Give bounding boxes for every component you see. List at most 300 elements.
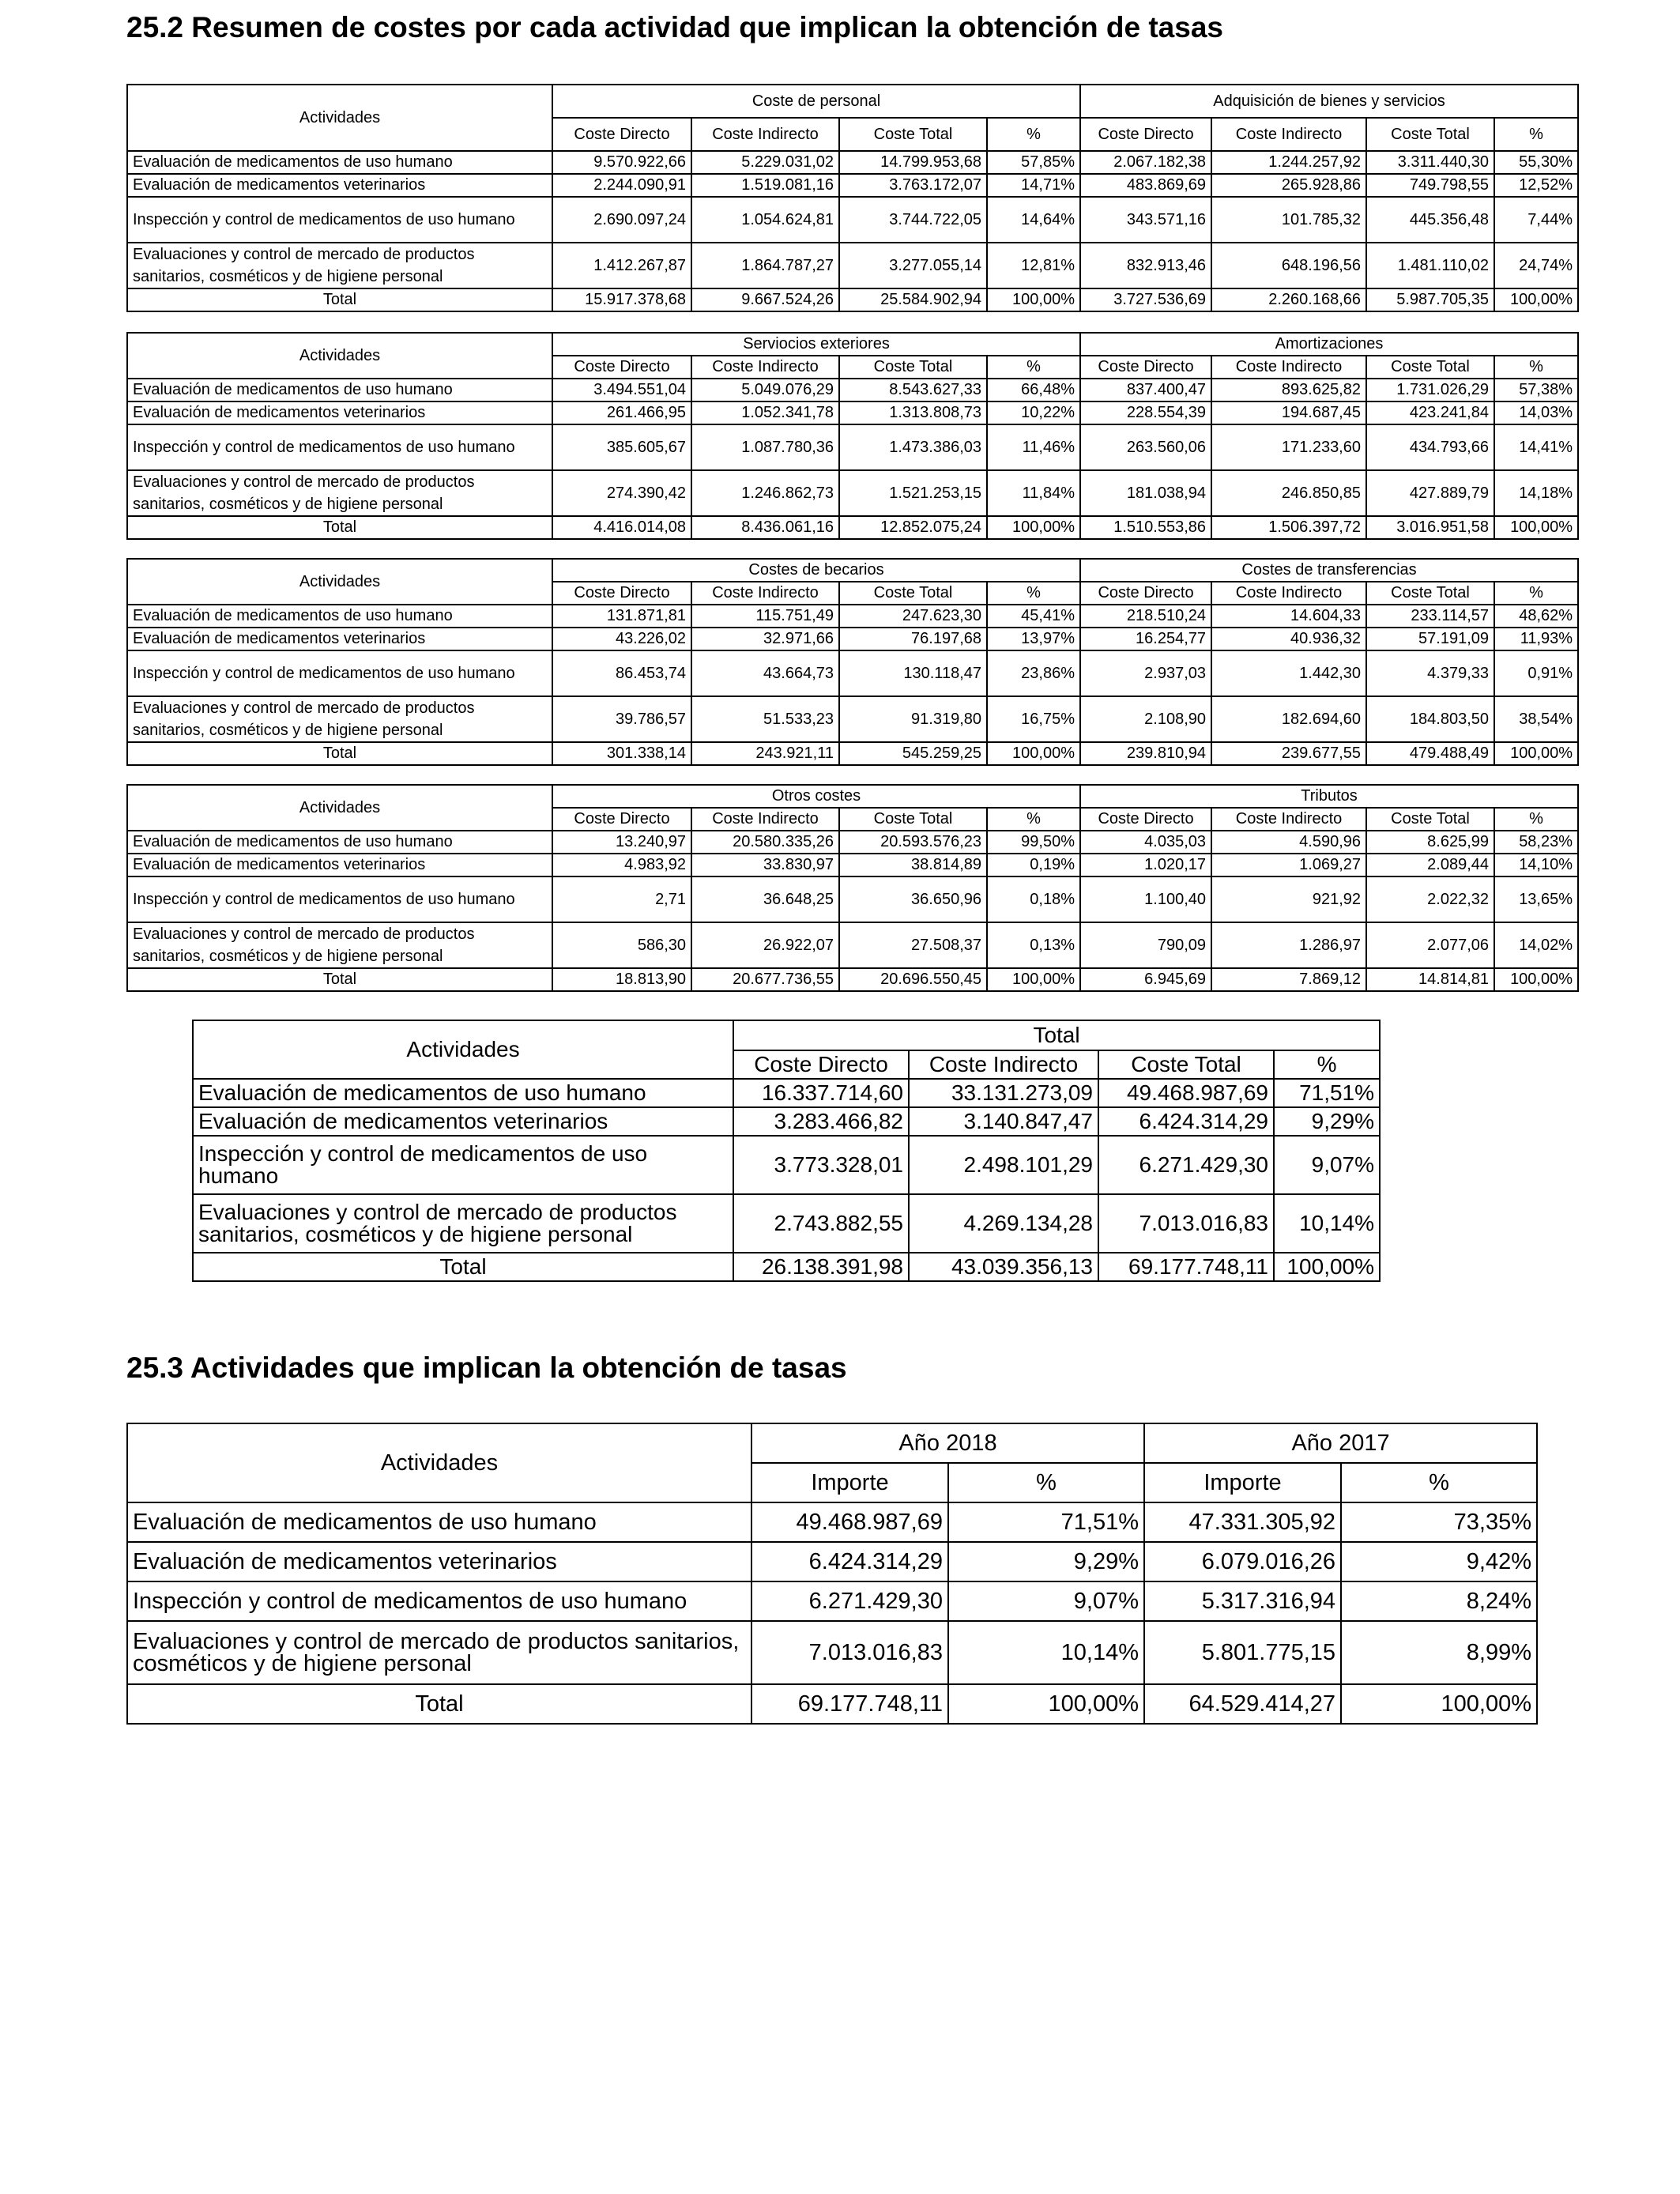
row-label: Inspección y control de medicamentos de uso humano: [127, 424, 552, 470]
cell: 115.751,49: [691, 605, 839, 628]
cell: 14,10%: [1494, 854, 1578, 876]
cell: 445.356,48: [1366, 197, 1494, 243]
table-row: [127, 628, 1578, 650]
cell: 14,02%: [1494, 922, 1578, 968]
activities-header: Actividades: [127, 559, 552, 605]
row-label: Evaluación de medicamentos veterinarios: [193, 1107, 733, 1136]
cell: 1.054.624,81: [691, 197, 839, 243]
table-row: [127, 854, 1578, 876]
col-header: %: [1494, 118, 1578, 151]
cell: 3.773.328,01: [733, 1136, 909, 1194]
col-header: Coste Directo: [552, 118, 691, 151]
cell: 8.436.061,16: [691, 516, 839, 539]
col-header: Coste Directo: [1080, 118, 1211, 151]
row-label: Evaluaciones y control de mercado de productos sanitarios, cosméticos y de higiene personal: [127, 922, 552, 968]
col-header: %: [987, 582, 1080, 605]
cell: 2.690.097,24: [552, 197, 691, 243]
cell: 4.416.014,08: [552, 516, 691, 539]
table-row: [127, 197, 1578, 243]
total-row: [127, 742, 1578, 765]
cell: 49.468.987,69: [751, 1502, 948, 1542]
cell: 1.521.253,15: [839, 470, 987, 516]
cell: 1.473.386,03: [839, 424, 987, 470]
cell: 100,00%: [1494, 968, 1578, 991]
cell: 131.871,81: [552, 605, 691, 628]
cell: 3.277.055,14: [839, 243, 987, 288]
cell: 14,64%: [987, 197, 1080, 243]
col-header: Coste Total: [1098, 1050, 1274, 1079]
cell: 2.077,06: [1366, 922, 1494, 968]
cell: 1.412.267,87: [552, 243, 691, 288]
cell: 3.016.951,58: [1366, 516, 1494, 539]
col-header: Coste Directo: [552, 582, 691, 605]
cell: 3.311.440,30: [1366, 151, 1494, 174]
cell: 25.584.902,94: [839, 288, 987, 311]
cell: 100,00%: [1274, 1253, 1380, 1281]
cell: 55,30%: [1494, 151, 1578, 174]
col-header: Coste Directo: [1080, 356, 1211, 379]
cell: 71,51%: [948, 1502, 1144, 1542]
cell: 23,86%: [987, 650, 1080, 696]
col-header: Coste Total: [839, 582, 987, 605]
col-header: %: [1274, 1050, 1380, 1079]
row-label: Evaluaciones y control de mercado de productos sanitarios, cosméticos y de higiene personal: [127, 243, 552, 288]
cell: 100,00%: [987, 288, 1080, 311]
cell: 184.803,50: [1366, 696, 1494, 742]
table-row: [127, 1542, 1537, 1581]
cell: 0,18%: [987, 876, 1080, 922]
cell: 38,54%: [1494, 696, 1578, 742]
cell: 1.510.553,86: [1080, 516, 1211, 539]
cell: 100,00%: [987, 516, 1080, 539]
col-header: %: [1494, 582, 1578, 605]
cell: 6.945,69: [1080, 968, 1211, 991]
cell: 479.488,49: [1366, 742, 1494, 765]
cell: 832.913,46: [1080, 243, 1211, 288]
cell: 2.937,03: [1080, 650, 1211, 696]
cell: 48,62%: [1494, 605, 1578, 628]
col-header: Coste Directo: [552, 808, 691, 831]
cell: 64.529.414,27: [1144, 1684, 1341, 1724]
cell: 100,00%: [1494, 742, 1578, 765]
row-label: Inspección y control de medicamentos de uso humano: [127, 876, 552, 922]
cell: 33.830,97: [691, 854, 839, 876]
cell: 15.917.378,68: [552, 288, 691, 311]
cell: 100,00%: [987, 968, 1080, 991]
cell: 13,65%: [1494, 876, 1578, 922]
table-row: [127, 1621, 1537, 1684]
activities-header: Actividades: [127, 785, 552, 831]
cell: 14.799.953,68: [839, 151, 987, 174]
cell: 14,71%: [987, 174, 1080, 197]
cell: 1.519.081,16: [691, 174, 839, 197]
col-header: Coste Total: [1366, 808, 1494, 831]
cell: 233.114,57: [1366, 605, 1494, 628]
cell: 265.928,86: [1211, 174, 1366, 197]
cell: 51.533,23: [691, 696, 839, 742]
costs-table-personal-bienes: [126, 84, 1579, 312]
cell: 1.442,30: [1211, 650, 1366, 696]
cell: 5.801.775,15: [1144, 1621, 1341, 1684]
group-header: Tributos: [1080, 785, 1578, 808]
cell: 1.244.257,92: [1211, 151, 1366, 174]
cell: 12.852.075,24: [839, 516, 987, 539]
total-label: Total: [193, 1253, 733, 1281]
activities-header: Actividades: [127, 333, 552, 379]
cell: 43.226,02: [552, 628, 691, 650]
year-header-2017: Año 2017: [1144, 1423, 1537, 1463]
cell: 182.694,60: [1211, 696, 1366, 742]
total-label: Total: [127, 288, 552, 311]
cell: 239.677,55: [1211, 742, 1366, 765]
cell: 274.390,42: [552, 470, 691, 516]
cell: 57,85%: [987, 151, 1080, 174]
table-row: [193, 1107, 1380, 1136]
cell: 12,52%: [1494, 174, 1578, 197]
cell: 5.049.076,29: [691, 379, 839, 401]
cell: 246.850,85: [1211, 470, 1366, 516]
cell: 4.590,96: [1211, 831, 1366, 854]
cell: 790,09: [1080, 922, 1211, 968]
cell: 893.625,82: [1211, 379, 1366, 401]
cell: 1.100,40: [1080, 876, 1211, 922]
table-row: [127, 151, 1578, 174]
total-row: [127, 288, 1578, 311]
cell: 385.605,67: [552, 424, 691, 470]
cell: 39.786,57: [552, 696, 691, 742]
cell: 1.864.787,27: [691, 243, 839, 288]
col-header: %: [1494, 356, 1578, 379]
col-header: %: [987, 118, 1080, 151]
cell: 38.814,89: [839, 854, 987, 876]
col-header: Coste Total: [1366, 582, 1494, 605]
cell: 2.260.168,66: [1211, 288, 1366, 311]
cell: 8,24%: [1341, 1581, 1537, 1621]
row-label: Evaluaciones y control de mercado de productos sanitarios, cosméticos y de higiene personal: [127, 1621, 751, 1684]
col-header: Coste Total: [839, 808, 987, 831]
costs-table-servicios-amortizaciones: [126, 332, 1579, 540]
cell: 9.667.524,26: [691, 288, 839, 311]
cell: 10,14%: [1274, 1194, 1380, 1253]
cell: 7.869,12: [1211, 968, 1366, 991]
col-header: %: [948, 1463, 1144, 1502]
cell: 100,00%: [948, 1684, 1144, 1724]
row-label: Evaluación de medicamentos de uso humano: [193, 1079, 733, 1107]
row-label: Evaluación de medicamentos veterinarios: [127, 1542, 751, 1581]
cell: 32.971,66: [691, 628, 839, 650]
cell: 1.313.808,73: [839, 401, 987, 424]
cell: 1.020,17: [1080, 854, 1211, 876]
cell: 36.648,25: [691, 876, 839, 922]
cell: 483.869,69: [1080, 174, 1211, 197]
cell: 49.468.987,69: [1098, 1079, 1274, 1107]
cell: 3.727.536,69: [1080, 288, 1211, 311]
cell: 11,46%: [987, 424, 1080, 470]
row-label: Inspección y control de medicamentos de uso humano: [193, 1136, 733, 1194]
col-header: Coste Indirecto: [1211, 808, 1366, 831]
year-header-2018: Año 2018: [751, 1423, 1144, 1463]
cell: 648.196,56: [1211, 243, 1366, 288]
cell: 1.069,27: [1211, 854, 1366, 876]
row-label: Evaluaciones y control de mercado de productos sanitarios, cosméticos y de higiene personal: [193, 1194, 733, 1253]
cell: 57.191,09: [1366, 628, 1494, 650]
cell: 343.571,16: [1080, 197, 1211, 243]
cell: 3.140.847,47: [909, 1107, 1098, 1136]
cell: 86.453,74: [552, 650, 691, 696]
group-header: Costes de becarios: [552, 559, 1080, 582]
cell: 545.259,25: [839, 742, 987, 765]
table-row: [127, 379, 1578, 401]
cell: 8.625,99: [1366, 831, 1494, 854]
tasas-table: [126, 1423, 1538, 1725]
total-row: [127, 1684, 1537, 1724]
cell: 45,41%: [987, 605, 1080, 628]
col-header: %: [987, 808, 1080, 831]
col-header: Coste Indirecto: [691, 808, 839, 831]
cell: 5.987.705,35: [1366, 288, 1494, 311]
cell: 69.177.748,11: [1098, 1253, 1274, 1281]
cell: 2,71: [552, 876, 691, 922]
col-header: Importe: [751, 1463, 948, 1502]
col-header: Coste Directo: [1080, 582, 1211, 605]
cell: 301.338,14: [552, 742, 691, 765]
cell: 9,07%: [948, 1581, 1144, 1621]
cell: 6.271.429,30: [1098, 1136, 1274, 1194]
cell: 26.138.391,98: [733, 1253, 909, 1281]
cell: 1.286,97: [1211, 922, 1366, 968]
cell: 24,74%: [1494, 243, 1578, 288]
cell: 243.921,11: [691, 742, 839, 765]
cell: 4.379,33: [1366, 650, 1494, 696]
group-header: Costes de transferencias: [1080, 559, 1578, 582]
cell: 9,29%: [1274, 1107, 1380, 1136]
cell: 2.743.882,55: [733, 1194, 909, 1253]
cell: 33.131.273,09: [909, 1079, 1098, 1107]
cell: 263.560,06: [1080, 424, 1211, 470]
row-label: Evaluaciones y control de mercado de productos sanitarios, cosméticos y de higiene personal: [127, 470, 552, 516]
cell: 7.013.016,83: [751, 1621, 948, 1684]
cell: 1.506.397,72: [1211, 516, 1366, 539]
table-row: [127, 470, 1578, 516]
cell: 26.922,07: [691, 922, 839, 968]
cell: 1.087.780,36: [691, 424, 839, 470]
cell: 76.197,68: [839, 628, 987, 650]
cell: 4.269.134,28: [909, 1194, 1098, 1253]
cell: 9.570.922,66: [552, 151, 691, 174]
cell: 101.785,32: [1211, 197, 1366, 243]
total-label: Total: [127, 742, 552, 765]
col-header: Coste Total: [1366, 356, 1494, 379]
cell: 427.889,79: [1366, 470, 1494, 516]
section-25-3-title: 25.3 Actividades que implican la obtención de tasas: [126, 1351, 847, 1384]
row-label: Evaluación de medicamentos veterinarios: [127, 628, 552, 650]
cell: 1.246.862,73: [691, 470, 839, 516]
cell: 2.498.101,29: [909, 1136, 1098, 1194]
cell: 73,35%: [1341, 1502, 1537, 1542]
row-label: Evaluación de medicamentos veterinarios: [127, 401, 552, 424]
table-row: [127, 1502, 1537, 1542]
total-row: [127, 968, 1578, 991]
cell: 2.108,90: [1080, 696, 1211, 742]
table-row: [127, 174, 1578, 197]
cell: 9,29%: [948, 1542, 1144, 1581]
cell: 11,84%: [987, 470, 1080, 516]
col-header: %: [1494, 808, 1578, 831]
col-header: Coste Total: [1366, 118, 1494, 151]
cell: 171.233,60: [1211, 424, 1366, 470]
table-row: [193, 1194, 1380, 1253]
cell: 8.543.627,33: [839, 379, 987, 401]
group-header: Otros costes: [552, 785, 1080, 808]
cell: 99,50%: [987, 831, 1080, 854]
row-label: Inspección y control de medicamentos de uso humano: [127, 1581, 751, 1621]
row-label: Evaluación de medicamentos de uso humano: [127, 151, 552, 174]
cell: 2.089,44: [1366, 854, 1494, 876]
row-label: Inspección y control de medicamentos de uso humano: [127, 197, 552, 243]
col-header: Coste Indirecto: [1211, 118, 1366, 151]
total-label: Total: [127, 516, 552, 539]
cell: 2.067.182,38: [1080, 151, 1211, 174]
cell: 194.687,45: [1211, 401, 1366, 424]
row-label: Inspección y control de medicamentos de uso humano: [127, 650, 552, 696]
table-row: [127, 243, 1578, 288]
costs-table-total: [192, 1020, 1381, 1282]
col-header: Coste Indirecto: [691, 356, 839, 379]
cell: 47.331.305,92: [1144, 1502, 1341, 1542]
cell: 7.013.016,83: [1098, 1194, 1274, 1253]
cell: 921,92: [1211, 876, 1366, 922]
cell: 11,93%: [1494, 628, 1578, 650]
cell: 423.241,84: [1366, 401, 1494, 424]
cell: 20.696.550,45: [839, 968, 987, 991]
total-row: [193, 1253, 1380, 1281]
cell: 43.664,73: [691, 650, 839, 696]
cell: 100,00%: [987, 742, 1080, 765]
cell: 228.554,39: [1080, 401, 1211, 424]
cell: 837.400,47: [1080, 379, 1211, 401]
cell: 130.118,47: [839, 650, 987, 696]
cell: 1.731.026,29: [1366, 379, 1494, 401]
activities-header: Actividades: [193, 1020, 733, 1079]
col-header: Coste Indirecto: [691, 118, 839, 151]
cell: 6.424.314,29: [1098, 1107, 1274, 1136]
row-label: Evaluación de medicamentos de uso humano: [127, 605, 552, 628]
col-header: Coste Directo: [733, 1050, 909, 1079]
group-header: Coste de personal: [552, 85, 1080, 118]
cell: 239.810,94: [1080, 742, 1211, 765]
table-row: [127, 605, 1578, 628]
cell: 2.244.090,91: [552, 174, 691, 197]
cell: 6.079.016,26: [1144, 1542, 1341, 1581]
cell: 1.052.341,78: [691, 401, 839, 424]
cell: 16.254,77: [1080, 628, 1211, 650]
cell: 4.983,92: [552, 854, 691, 876]
cell: 3.744.722,05: [839, 197, 987, 243]
row-label: Evaluación de medicamentos de uso humano: [127, 831, 552, 854]
cell: 9,07%: [1274, 1136, 1380, 1194]
cell: 16,75%: [987, 696, 1080, 742]
activities-header: Actividades: [127, 1423, 751, 1502]
cell: 247.623,30: [839, 605, 987, 628]
cell: 6.424.314,29: [751, 1542, 948, 1581]
cell: 0,19%: [987, 854, 1080, 876]
cell: 57,38%: [1494, 379, 1578, 401]
cell: 18.813,90: [552, 968, 691, 991]
cell: 20.677.736,55: [691, 968, 839, 991]
cell: 3.283.466,82: [733, 1107, 909, 1136]
cell: 14,03%: [1494, 401, 1578, 424]
col-header: Coste Indirecto: [1211, 582, 1366, 605]
col-header: Coste Indirecto: [691, 582, 839, 605]
row-label: Evaluación de medicamentos de uso humano: [127, 1502, 751, 1542]
table-row: [193, 1136, 1380, 1194]
col-header: %: [1341, 1463, 1537, 1502]
cell: 66,48%: [987, 379, 1080, 401]
cell: 434.793,66: [1366, 424, 1494, 470]
cell: 14,41%: [1494, 424, 1578, 470]
row-label: Evaluación de medicamentos veterinarios: [127, 174, 552, 197]
cell: 100,00%: [1494, 288, 1578, 311]
cell: 27.508,37: [839, 922, 987, 968]
group-header: Amortizaciones: [1080, 333, 1578, 356]
cell: 13.240,97: [552, 831, 691, 854]
cell: 5.317.316,94: [1144, 1581, 1341, 1621]
col-header: %: [987, 356, 1080, 379]
table-row: [193, 1079, 1380, 1107]
activities-header: Actividades: [127, 85, 552, 151]
table-row: [127, 922, 1578, 968]
row-label: Evaluación de medicamentos de uso humano: [127, 379, 552, 401]
table-row: [127, 831, 1578, 854]
cell: 91.319,80: [839, 696, 987, 742]
cell: 58,23%: [1494, 831, 1578, 854]
group-header: Serviocios exteriores: [552, 333, 1080, 356]
cell: 36.650,96: [839, 876, 987, 922]
group-header: Total: [733, 1020, 1380, 1050]
cell: 5.229.031,02: [691, 151, 839, 174]
cell: 14.604,33: [1211, 605, 1366, 628]
cell: 181.038,94: [1080, 470, 1211, 516]
col-header: Coste Directo: [552, 356, 691, 379]
cell: 40.936,32: [1211, 628, 1366, 650]
cell: 9,42%: [1341, 1542, 1537, 1581]
cell: 69.177.748,11: [751, 1684, 948, 1724]
cell: 7,44%: [1494, 197, 1578, 243]
cell: 20.593.576,23: [839, 831, 987, 854]
table-row: [127, 1581, 1537, 1621]
cell: 16.337.714,60: [733, 1079, 909, 1107]
costs-table-becarios-transferencias: [126, 558, 1579, 766]
cell: 14.814,81: [1366, 968, 1494, 991]
cell: 218.510,24: [1080, 605, 1211, 628]
cell: 261.466,95: [552, 401, 691, 424]
cell: 12,81%: [987, 243, 1080, 288]
col-header: Coste Indirecto: [1211, 356, 1366, 379]
cell: 10,22%: [987, 401, 1080, 424]
col-header: Coste Indirecto: [909, 1050, 1098, 1079]
cell: 100,00%: [1341, 1684, 1537, 1724]
table-row: [127, 696, 1578, 742]
cell: 749.798,55: [1366, 174, 1494, 197]
table-row: [127, 424, 1578, 470]
cell: 1.481.110,02: [1366, 243, 1494, 288]
cell: 2.022,32: [1366, 876, 1494, 922]
cell: 3.763.172,07: [839, 174, 987, 197]
col-header: Importe: [1144, 1463, 1341, 1502]
cell: 0,91%: [1494, 650, 1578, 696]
cell: 586,30: [552, 922, 691, 968]
col-header: Coste Total: [839, 356, 987, 379]
